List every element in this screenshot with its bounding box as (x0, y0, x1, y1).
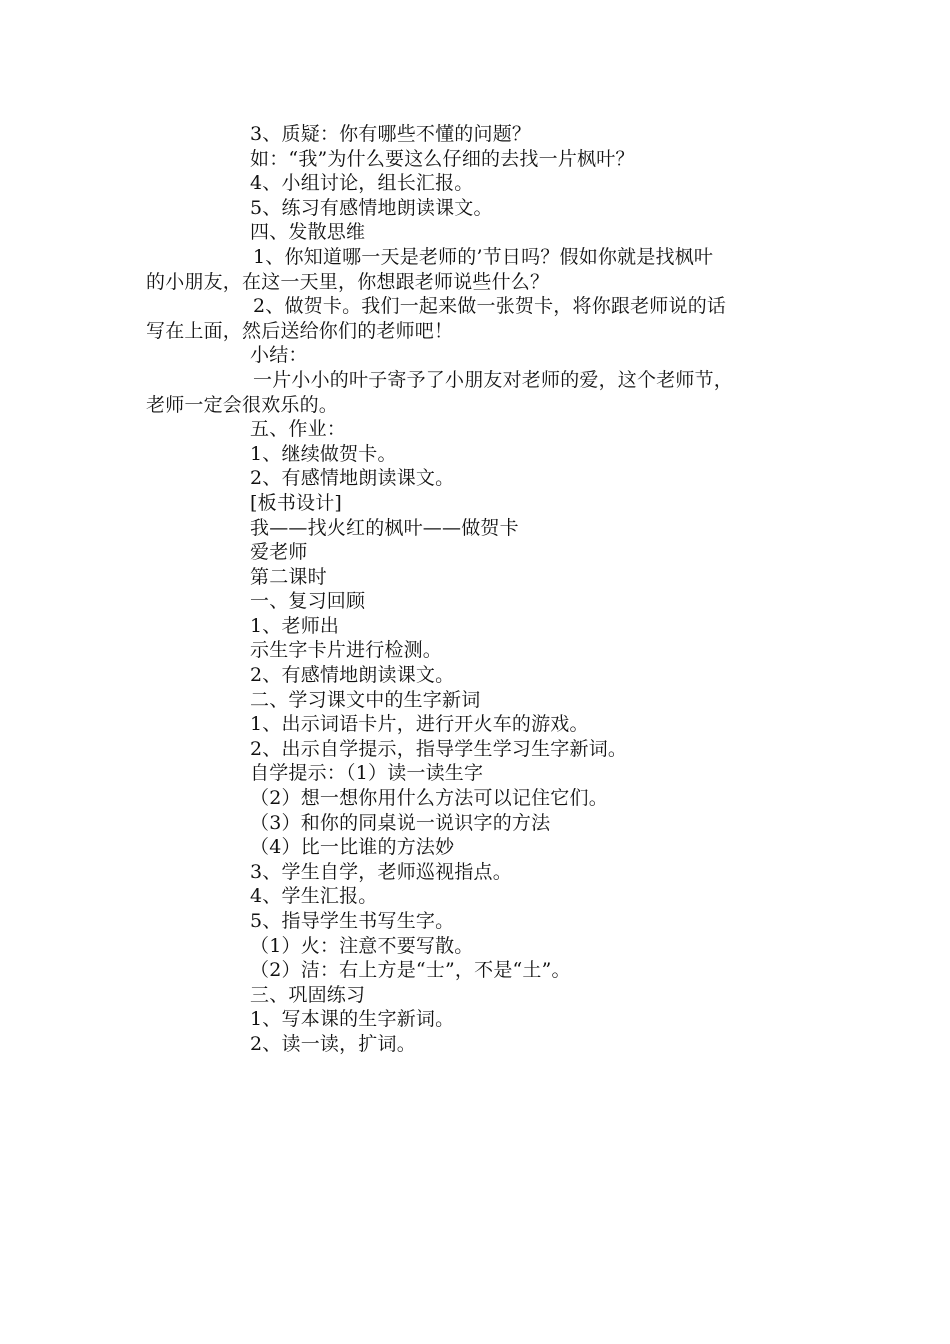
text-line: 2、有感情地朗读课文。 (250, 467, 455, 490)
text-line: 3、质疑：你有哪些不懂的问题？ (250, 123, 532, 145)
lesson-heading: 第二课时 (250, 565, 327, 588)
text-line: 一片小小的叶子寄予了小朋友对老师的爱，这个老师节， (253, 368, 734, 391)
text-line: 的小朋友，在这一天里，你想跟老师说些什么？ (146, 270, 550, 293)
text-line: 示生字卡片进行检测。 (250, 639, 443, 662)
text-line: （4）比一比谁的方法妙 (250, 836, 455, 859)
text-line: 5、练习有感情地朗读课文。 (250, 196, 493, 219)
text-line: 1、写本课的生字新词。 (250, 1008, 455, 1031)
text-line: 1、老师出 (250, 614, 340, 637)
document-body (146, 122, 826, 1057)
section-heading: 二、学习课文中的生字新词 (250, 688, 481, 711)
text-line: 4、学生汇报。 (250, 885, 378, 908)
text-line: （3）和你的同桌说一说识字的方法 (250, 811, 551, 834)
text-line: 1、你知道哪一天是老师的’节日吗？假如你就是找枫叶 (253, 245, 714, 268)
text-line: 2、读一读，扩词。 (250, 1032, 416, 1055)
text-line: 3、学生自学，老师巡视指点。 (250, 860, 512, 883)
section-heading: 四、发散思维 (250, 221, 366, 244)
text-line: 2、有感情地朗读课文。 (250, 664, 455, 687)
text-line: （1）火：注意不要写散。 (250, 934, 474, 957)
text-line: （2）想一想你用什么方法可以记住它们。 (250, 787, 608, 810)
text-line: （2）洁：右上方是“士”，不是“土”。 (250, 959, 571, 982)
section-heading: 五、作业： (250, 418, 347, 441)
text-line: 2、出示自学提示，指导学生学习生字新词。 (250, 737, 628, 760)
board-design-heading: [板书设计] (250, 491, 343, 514)
text-line: 爱老师 (250, 541, 308, 564)
text-line: 1、出示词语卡片，进行开火车的游戏。 (250, 713, 589, 736)
text-line: 老师一定会很欢乐的。 (146, 393, 339, 416)
text-line: 5、指导学生书写生字。 (250, 910, 455, 932)
text-line: 自学提示：（1）读一读生字 (250, 762, 484, 785)
text-line: 如：“我”为什么要这么仔细的去找一片枫叶？ (250, 147, 635, 170)
summary-heading: 小结： (250, 344, 308, 367)
text-line: 写在上面，然后送给你们的老师吧！ (146, 319, 454, 342)
section-heading: 三、巩固练习 (250, 983, 366, 1006)
text-line: 我——找火红的枫叶——做贺卡 (250, 516, 519, 539)
text-line: 4、小组讨论，组长汇报。 (250, 172, 474, 195)
section-heading: 一、复习回顾 (250, 590, 366, 613)
text-line: 2、做贺卡。我们一起来做一张贺卡，将你跟老师说的话 (253, 295, 727, 318)
text-line: 1、继续做贺卡。 (250, 442, 397, 465)
